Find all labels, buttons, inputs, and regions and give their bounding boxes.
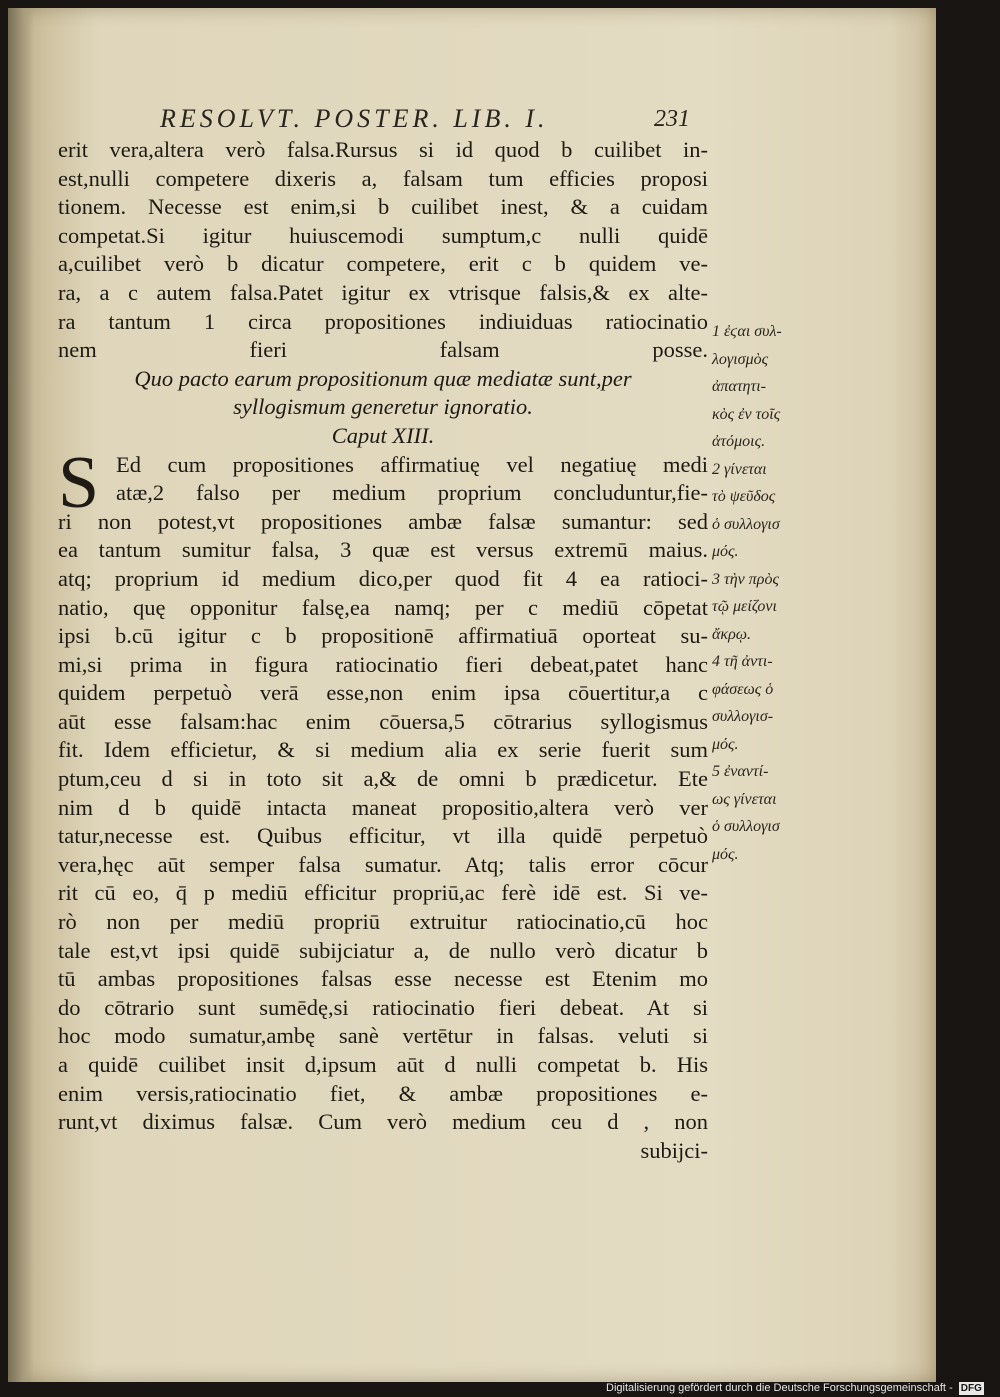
margin-note-line: 4 τῆ ἀντι- [712, 653, 773, 670]
text-line: ptum,ceu d si in toto sit a,& de omni b prædicetur. Ete [58, 766, 708, 792]
catchword: subijci- [640, 1137, 708, 1163]
margin-note-line: κὸς ἐν τοῖς [712, 405, 781, 423]
margin-note-line: μός. [712, 543, 739, 560]
page-number: 231 [654, 106, 690, 132]
text-line: vera,hęc aūt semper falsa sumatur. Atq; talis error cōcur [58, 851, 708, 877]
text-line: atæ,2 falso per medium proprium concluduntur,fie- [116, 480, 708, 506]
margin-note-line: ὁ συλλογισ [712, 515, 780, 533]
text-line: nem fieri falsam posse. [58, 337, 708, 363]
text-line: a quidē cuilibet insit d,ipsum aūt d nulli competat b. His [58, 1052, 708, 1077]
text-line: hoc modo sumatur,ambę sanè vertētur in falsas. veluti si [58, 1023, 708, 1049]
margin-note-line: 1 ἐϛαι συλ- [712, 323, 782, 340]
margin-note-line: φάσεως ὁ [712, 680, 774, 698]
text-line: mi,si prima in figura ratiocinatio fieri debeat,patet hanc [58, 651, 708, 677]
margin-note-line: συλλογισ- [712, 708, 774, 725]
text-line: tatur,necesse est. Quibus efficitur, vt illa quidē perpetuò [58, 823, 708, 849]
margin-note-line: 5 ἐναντί- [712, 763, 769, 780]
text-line: tū ambas propositiones falsas esse necesse est Etenim mo [58, 966, 708, 992]
margin-note-line: λογισμὸς [712, 350, 769, 368]
text-line: quidem perpetuò verā esse,non enim ipsa cōuertitur,a c [58, 680, 708, 706]
text-line: a,cuilibet verò b dicatur competere, erit c b quidem ve- [58, 251, 708, 277]
margin-note-line: ὁ συλλογισ [712, 818, 780, 835]
text-line: ea tantum sumitur falsa, 3 quæ est versus extremū maius. [58, 537, 708, 563]
page-gutter-shadow [8, 8, 34, 1382]
margin-note-line: ἄκρῳ. [712, 625, 752, 643]
dfg-logo: DFG [960, 1383, 982, 1394]
margin-note-line: τὸ ψεῦδος [712, 488, 776, 505]
text-line: tale est,vt ipsi quidē subijciatur a, de nullo verò dicatur b [58, 937, 708, 963]
text-line: aūt esse falsam:hac enim cōuersa,5 cōtrarius syllogismus [58, 708, 708, 734]
text-line: ra, a c autem falsa.Patet igitur ex vtrisque falsis,& ex alte- [58, 279, 708, 305]
text-line: enim versis,ratiocinatio fiet, & ambæ propositiones e- [58, 1080, 708, 1106]
chapter-heading-line-1: Quo pacto earum propositionum quæ mediatæ sunt,per [134, 365, 632, 391]
text-line: ra tantum 1 circa propositiones indiuiduas ratiocinatio [58, 308, 708, 334]
drop-cap-lines [58, 451, 708, 508]
margin-note-line: 2 γίνεται [712, 460, 767, 478]
text-line: ipsi b.cū igitur c b propositionē affirmatiuā oporteat su- [58, 623, 708, 649]
text-line: nim d b quidē intacta maneat propositio,altera verò ver [58, 794, 708, 820]
text-line: competat.Si igitur huiuscemodi sumptum,c nulli quidē [58, 222, 708, 248]
text-line: rit cū eo, q̄ p mediū efficitur propriū,ac ferè idē est. Si ve- [58, 880, 708, 906]
chapter-heading-line-2: syllogismum generetur ignoratio. [233, 394, 533, 420]
margin-note-line: ἀπατητι- [712, 378, 766, 395]
greek-margin-notes [712, 318, 812, 868]
margin-note-line: ως γίνεται [712, 790, 777, 808]
running-title: RESOLVT. POSTER. LIB. I. [160, 104, 549, 133]
text-line: Ed cum propositiones affirmatiuę vel negatiuę medi [116, 451, 708, 477]
drop-cap: S [58, 441, 100, 524]
text-line: runt,vt diximus falsæ. Cum verò medium ceu d , non [58, 1109, 708, 1135]
text-line: atq; proprium id medium dico,per quod fit 4 ea ratioci- [58, 565, 708, 591]
text-line: do cōtrario sunt sumēdę,si ratiocinatio fieri debeat. At si [58, 994, 708, 1020]
text-line: rò non per mediū propriū extruitur ratiocinatio,cū hoc [58, 909, 708, 935]
margin-note-line: ἀτόμοις. [712, 433, 766, 450]
text-line: erit vera,altera verò falsa.Rursus si id quod b cuilibet in- [58, 137, 708, 162]
text-line: ri non potest,vt propositiones ambæ falsæ sumantur: sed [58, 508, 708, 534]
text-line: est,nulli competere dixeris a, falsam tum efficies proposi [58, 165, 708, 191]
digitization-credit [606, 1380, 984, 1396]
footer-text: Digitalisierung gefördert durch die Deutsche Forschungsgemeinschaft - [606, 1382, 953, 1394]
margin-note-line: μός. [712, 845, 739, 863]
paragraph-top [58, 136, 708, 365]
text-line: tionem. Necesse est enim,si b cuilibet inest, & a cuidam [58, 194, 708, 220]
text-line: natio, quę opponitur falsę,ea namq; per c mediū cōpetat [58, 594, 708, 620]
margin-note-line: μός. [712, 735, 739, 753]
main-text-block [58, 136, 708, 1165]
margin-note-line: τῷ μείζονι [712, 598, 777, 615]
text-line: fit. Idem efficietur, & si medium alia ex serie fuerit sum [58, 737, 708, 763]
margin-note-line: 3 τὴν πρὸς [712, 570, 779, 588]
chapter-caption: Caput XIII. [331, 422, 435, 448]
paragraph-bottom [58, 508, 708, 1137]
